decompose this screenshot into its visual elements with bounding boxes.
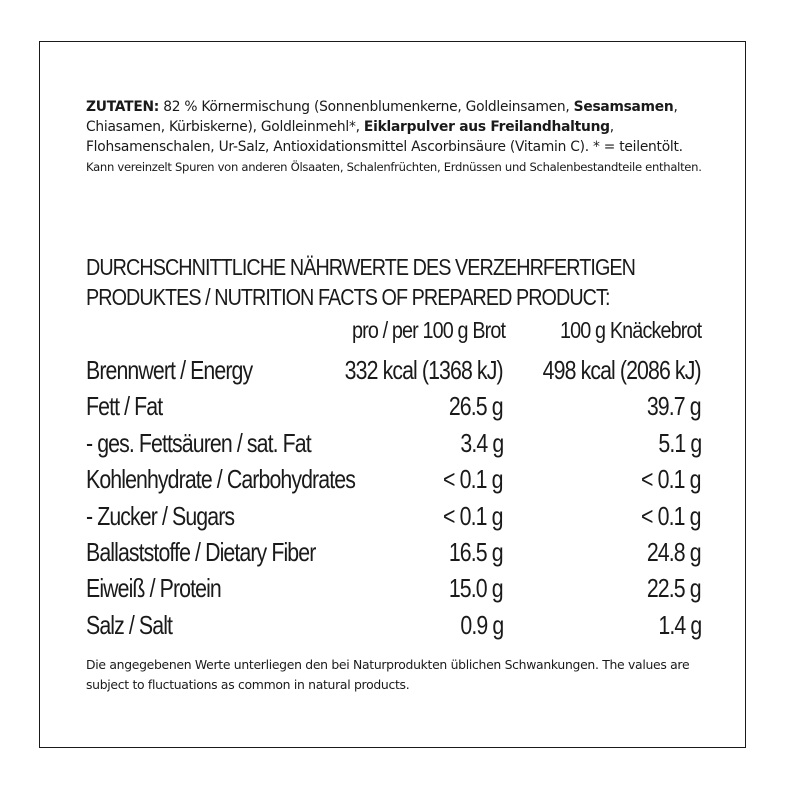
value-per-100g-brot: 26.5 g [449, 391, 503, 422]
nutrition-row-fat [86, 391, 706, 427]
nutrient-label: Ballaststoffe / Dietary Fiber [86, 536, 316, 567]
value-per-100g-brot: 16.5 g [449, 536, 503, 567]
value-per-100g-knaeckebrot: 39.7 g [647, 391, 701, 422]
nutrient-label: Brennwert / Energy [86, 355, 253, 385]
value-per-100g-brot: 332 kcal (1368 kJ) [345, 355, 503, 385]
value-per-100g-knaeckebrot: 498 kcal (2086 kJ) [543, 355, 701, 385]
nutrient-label: Eiweiß / Protein [86, 573, 221, 604]
nutrition-row-energy [86, 355, 706, 391]
column-header-knaeckebrot: 100 g Knäckebrot [559, 317, 701, 343]
ingredients-paragraph [86, 97, 706, 177]
ingredients-label: ZUTATEN: [86, 99, 160, 115]
value-per-100g-knaeckebrot: < 0.1 g [641, 500, 701, 531]
allergen-trace-note: Kann vereinzelt Spuren von anderen Ölsaaten, Schalenfrüchten, Erdnüssen und Schalenbestandteile enthalten. [86, 160, 702, 174]
allergen-egg: Eiklarpulver aus Freilandhaltung [363, 119, 610, 135]
ingredients-text-2: , Chiasamen, Kürbiskerne), Goldleinmehl*, [86, 99, 678, 135]
nutrition-heading [86, 252, 636, 312]
value-per-100g-brot: < 0.1 g [443, 500, 503, 531]
value-per-100g-brot: 15.0 g [449, 573, 503, 604]
column-header-brot: pro / per 100 g Brot [351, 317, 505, 343]
nutrient-label: - ges. Fettsäuren / sat. Fat [86, 427, 311, 458]
nutrient-label: Fett / Fat [86, 391, 163, 422]
value-per-100g-brot: 0.9 g [460, 609, 503, 640]
nutrient-label: Salz / Salt [86, 609, 173, 640]
value-per-100g-knaeckebrot: < 0.1 g [641, 464, 701, 495]
fluctuation-disclaimer: Die angegebenen Werte unterliegen den bei Naturprodukten üblichen Schwankungen. The values are subject to fluctuations as common in natural products. [86, 657, 690, 692]
value-per-100g-knaeckebrot: 22.5 g [647, 573, 701, 604]
nutrition-heading-line-1: DURCHSCHNITTLICHE NÄHRWERTE DES VERZEHRFERTIGEN [86, 254, 636, 280]
nutrition-row-sugars [86, 501, 706, 537]
nutrition-row-protein [86, 573, 706, 609]
value-per-100g-knaeckebrot: 5.1 g [658, 427, 701, 458]
ingredients-text-1: 82 % Körnermischung (Sonnenblumenkerne, Goldleinsamen, [159, 99, 574, 115]
nutrient-label: - Zucker / Sugars [86, 500, 235, 531]
nutrition-row-salt [86, 610, 706, 646]
nutrition-row-carbohydrates [86, 464, 706, 500]
nutrient-label: Kohlenhydrate / Carbohydrates [86, 464, 355, 495]
ingredients-text-3: , Flohsamenschalen, Ur-Salz, Antioxidationsmittel Ascorbinsäure (Vitamin C). * = teilentölt. [86, 119, 683, 155]
nutrition-row-saturated-fat [86, 428, 706, 464]
value-per-100g-brot: < 0.1 g [443, 464, 503, 495]
nutrition-row-fiber [86, 537, 706, 573]
nutrition-table [86, 355, 706, 646]
value-per-100g-brot: 3.4 g [460, 427, 503, 458]
value-per-100g-knaeckebrot: 1.4 g [658, 609, 701, 640]
value-per-100g-knaeckebrot: 24.8 g [647, 536, 701, 567]
nutrition-heading-line-2: PRODUKTES / NUTRITION FACTS OF PREPARED PRODUCT: [86, 284, 610, 310]
allergen-sesame: Sesamsamen [573, 99, 674, 115]
